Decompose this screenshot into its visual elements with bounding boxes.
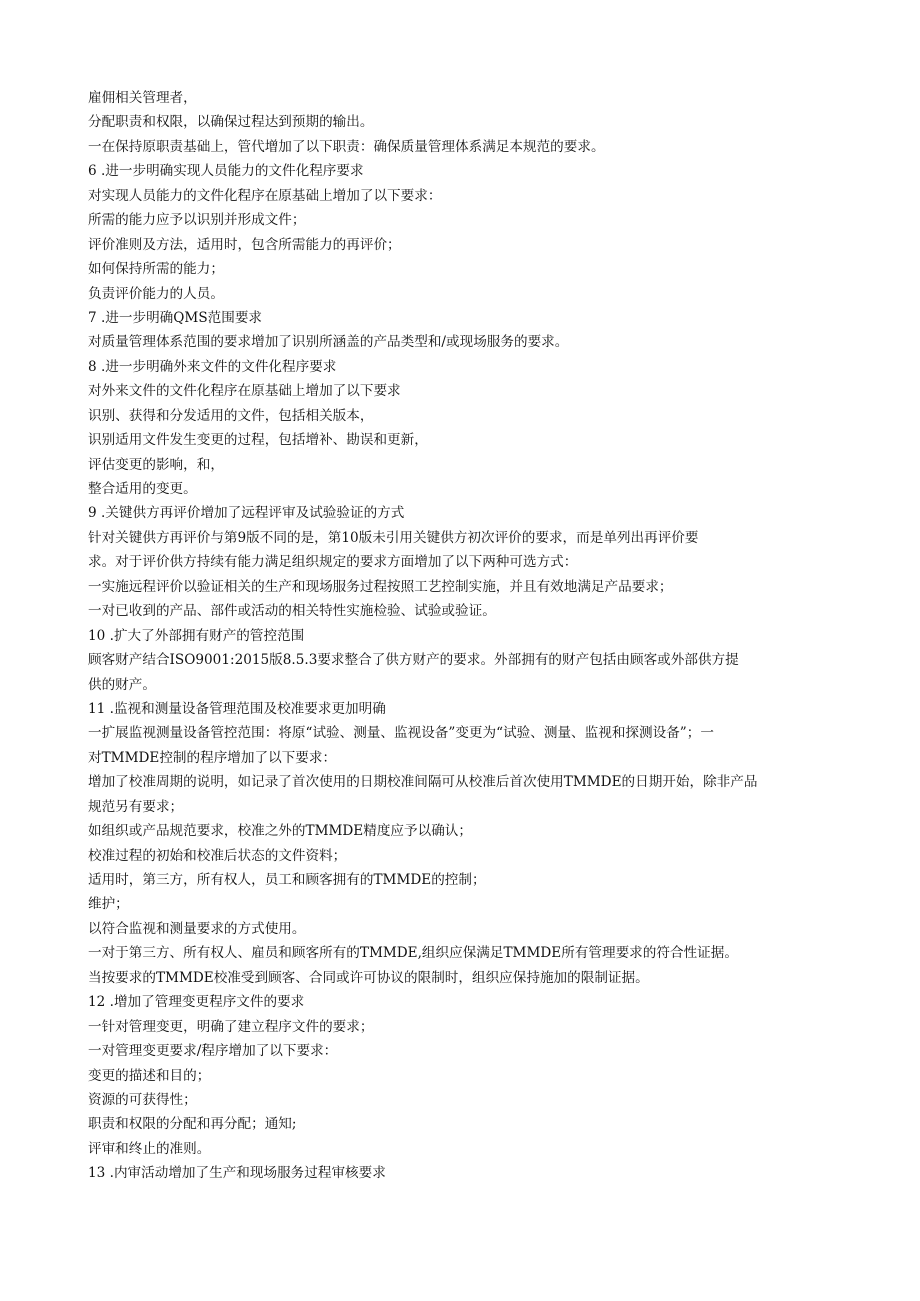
section-heading: 6 .进一步明确实现人员能力的文件化程序要求 bbox=[88, 163, 364, 180]
section-heading: 11 .监视和测量设备管理范围及校准要求更加明确 bbox=[88, 700, 386, 717]
text-line: 一对已收到的产品、部件或活动的相关特性实施检验、试验或验证。 bbox=[88, 603, 496, 620]
text-line: 如何保持所需的能力； bbox=[88, 261, 224, 278]
text-line: 当按要求的TMMDE校准受到顾客、合同或许可协议的限制时，组织应保持施加的限制证据。 bbox=[88, 969, 649, 986]
text-line: 一针对管理变更，明确了建立程序文件的要求； bbox=[88, 1018, 374, 1035]
text-line: 一实施远程评价以验证相关的生产和现场服务过程按照工艺控制实施，并且有效地满足产品要求； bbox=[88, 578, 673, 595]
text-line: 资源的可获得性； bbox=[88, 1091, 197, 1108]
text-line: 一扩展监视测量设备管控范围：将原“试验、测量、监视设备”变更为“试验、测量、监视和探测设备”；一 bbox=[88, 725, 714, 742]
text-line: 对实现人员能力的文件化程序在原基础上增加了以下要求： bbox=[88, 187, 442, 204]
text-line: 规范另有要求； bbox=[88, 798, 184, 815]
document-body bbox=[88, 86, 833, 1186]
text-line: 对外来文件的文件化程序在原基础上增加了以下要求 bbox=[88, 383, 401, 400]
text-line: 校准过程的初始和校准后状态的文件资料； bbox=[88, 847, 347, 864]
section-heading: 13 .内审活动增加了生产和现场服务过程审核要求 bbox=[88, 1165, 386, 1182]
text-line: 负责评价能力的人员。 bbox=[88, 285, 224, 302]
text-line: 一对于第三方、所有权人、雇员和顾客所有的TMMDE,组织应保满足TMMDE所有管理要求的符合性证据。 bbox=[88, 945, 738, 962]
section-heading: 10 .扩大了外部拥有财产的管控范围 bbox=[88, 627, 305, 644]
text-line: 整合适用的变更。 bbox=[88, 481, 197, 497]
text-line: 评估变更的影响，和， bbox=[88, 456, 224, 473]
text-line: 一对管理变更要求/程序增加了以下要求： bbox=[88, 1043, 338, 1060]
section-heading: 7 .进一步明确QMS范围要求 bbox=[88, 309, 263, 326]
text-line: 对质量管理体系范围的要求增加了识别所涵盖的产品类型和/或现场服务的要求。 bbox=[88, 334, 569, 351]
section-heading: 8 .进一步明确外来文件的文件化程序要求 bbox=[88, 358, 337, 375]
text-line: 识别、获得和分发适用的文件，包括相关版本， bbox=[88, 407, 374, 424]
text-line: 评审和终止的准则。 bbox=[88, 1140, 211, 1157]
text-line: 顾客财产结合ISO9001:2015版8.5.3要求整合了供方财产的要求。外部拥有的财产包括由顾客或外部供方提 bbox=[88, 652, 739, 669]
text-line: 变更的描述和目的； bbox=[88, 1067, 211, 1084]
text-line: 职责和权限的分配和再分配；通知; bbox=[88, 1116, 297, 1133]
text-line: 针对关键供方再评价与第9版不同的是，第10版未引用关键供方初次评价的要求，而是单列出再评价要 bbox=[88, 529, 699, 546]
text-line: 适用时，第三方，所有权人，员工和顾客拥有的TMMDE的控制； bbox=[88, 872, 486, 888]
text-line: 对TMMDE控制的程序增加了以下要求： bbox=[88, 749, 337, 766]
text-line: 所需的能力应予以识别并形成文件； bbox=[88, 212, 306, 229]
text-line: 评价准则及方法，适用时，包含所需能力的再评价； bbox=[88, 236, 401, 253]
text-line: 维护； bbox=[88, 896, 129, 913]
text-line: 如组织或产品规范要求，校准之外的TMMDE精度应予以确认； bbox=[88, 823, 472, 840]
text-line: 以符合监视和测量要求的方式使用。 bbox=[88, 920, 306, 937]
section-heading: 12 .增加了管理变更程序文件的要求 bbox=[88, 994, 305, 1011]
section-heading: 9 .关键供方再评价增加了远程评审及试验验证的方式 bbox=[88, 505, 405, 522]
text-line: 雇佣相关管理者， bbox=[88, 90, 197, 106]
text-line: 供的财产。 bbox=[88, 676, 156, 693]
text-line: 分配职责和权限，以确保过程达到预期的输出。 bbox=[88, 114, 374, 131]
text-line: 一在保持原职责基础上，管代增加了以下职责：确保质量管理体系满足本规范的要求。 bbox=[88, 138, 605, 155]
text-line: 增加了校准周期的说明，如记录了首次使用的日期校准间隔可从校准后首次使用TMMDE的日期开始，除非产品 bbox=[88, 774, 758, 791]
text-line: 求。对于评价供方持续有能力满足组织规定的要求方面增加了以下两种可选方式： bbox=[88, 554, 578, 571]
text-line: 识别适用文件发生变更的过程，包括增补、勘误和更新， bbox=[88, 432, 428, 449]
